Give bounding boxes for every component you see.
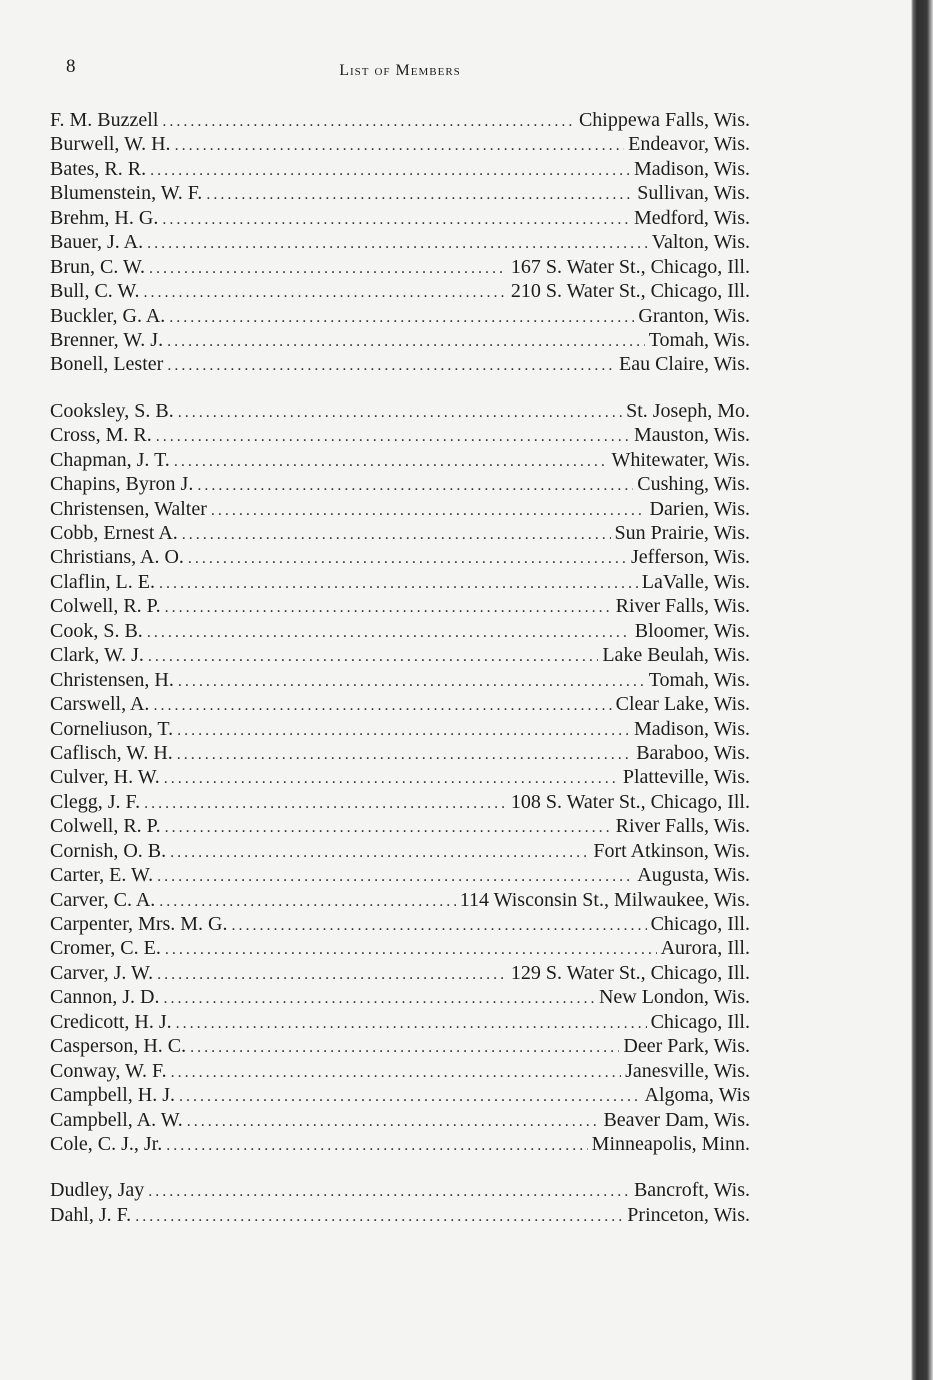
member-entry: [50, 521, 750, 545]
dot-leader: [211, 499, 646, 523]
member-name: Brenner, W. J.: [50, 328, 164, 351]
member-entry: [50, 839, 750, 863]
member-name: Culver, H. W.: [50, 766, 160, 789]
member-entry: [50, 1010, 750, 1034]
dot-leader: [162, 110, 575, 134]
member-entry: [50, 888, 750, 912]
dot-leader: [177, 743, 632, 767]
member-address: River Falls, Wis.: [615, 815, 750, 838]
member-name: Buckler, G. A.: [50, 304, 166, 327]
member-name: Bauer, J. A.: [50, 231, 144, 254]
member-address: Valton, Wis.: [651, 231, 750, 254]
dot-leader: [159, 572, 638, 596]
member-entry: [50, 790, 750, 814]
group-separator: [50, 1156, 750, 1178]
member-name: Colwell, R. P.: [50, 815, 161, 838]
dot-leader: [179, 1085, 641, 1109]
member-address: 114 Wisconsin St., Milwaukee, Wis.: [459, 888, 750, 911]
member-name: Carswell, A.: [50, 693, 150, 716]
dot-leader: [147, 232, 648, 256]
dot-leader: [156, 425, 630, 449]
member-address: Madison, Wis.: [633, 717, 750, 740]
member-address: Cushing, Wis.: [637, 473, 750, 496]
member-address: Minneapolis, Minn.: [591, 1132, 750, 1155]
member-name: Brehm, H. G.: [50, 206, 159, 229]
member-name: Carver, J. W.: [50, 961, 154, 984]
member-entry: [50, 132, 750, 156]
member-entry: [50, 1108, 750, 1132]
member-name: Claflin, L. E.: [50, 570, 155, 593]
dot-leader: [164, 767, 619, 791]
member-entry: [50, 230, 750, 254]
running-head: List of Members: [339, 62, 461, 79]
member-name: Casperson, H. C.: [50, 1035, 187, 1058]
member-address: New London, Wis.: [598, 986, 750, 1009]
member-address: Whitewater, Wis.: [611, 448, 750, 471]
dot-leader: [188, 547, 627, 571]
member-name: Carpenter, Mrs. M. G.: [50, 913, 228, 935]
member-address: Baraboo, Wis.: [636, 741, 750, 764]
member-name: Cornish, O. B.: [50, 839, 167, 862]
dot-leader: [157, 963, 507, 987]
dot-leader: [150, 159, 630, 183]
member-name: Clark, W. J.: [50, 644, 144, 667]
dot-leader: [135, 1205, 623, 1229]
member-entry: [50, 1203, 750, 1227]
dot-leader: [162, 208, 630, 232]
member-address: Lake Beulah, Wis.: [602, 644, 750, 667]
member-name: Caflisch, W. H.: [50, 741, 173, 764]
dot-leader: [232, 914, 647, 938]
member-address: Medford, Wis.: [633, 206, 750, 229]
member-name: Christensen, Walter: [50, 497, 207, 520]
book-spine-edge: [853, 0, 933, 1380]
member-address: Darien, Wis.: [649, 497, 750, 520]
dot-leader: [153, 694, 611, 718]
page-number: 8: [66, 56, 76, 77]
member-entry: [50, 936, 750, 960]
member-address: Deer Park, Wis.: [623, 1035, 750, 1058]
member-address: 167 S. Water St., Chicago, Ill.: [510, 255, 750, 278]
member-address: Princeton, Wis.: [627, 1203, 750, 1226]
member-name: Colwell, R. P.: [50, 595, 161, 618]
member-entry: [50, 1178, 750, 1202]
member-entry: [50, 668, 750, 692]
member-entry: [50, 814, 750, 838]
members-list: [50, 108, 750, 1227]
member-address: Chicago, Ill.: [650, 1010, 750, 1033]
member-address: Clear Lake, Wis.: [615, 693, 750, 716]
member-address: Sullivan, Wis.: [637, 182, 750, 205]
member-entry: [50, 643, 750, 667]
dot-leader: [167, 330, 645, 354]
dot-leader: [167, 354, 615, 378]
member-name: F. M. Buzzell: [50, 109, 159, 131]
dot-leader: [159, 890, 455, 914]
member-address: Sun Prairie, Wis.: [614, 522, 750, 544]
member-name: Dudley, Jay: [50, 1179, 145, 1202]
member-address: St. Joseph, Mo.: [626, 399, 750, 422]
member-entry: [50, 206, 750, 230]
member-entry: [50, 108, 750, 132]
dot-leader: [165, 938, 657, 962]
member-entry: [50, 741, 750, 765]
member-name: Clegg, J. F.: [50, 790, 141, 813]
member-address: Eau Claire, Wis.: [618, 353, 750, 376]
member-address: Chicago, Ill.: [650, 913, 750, 935]
dot-leader: [143, 281, 506, 305]
dot-leader: [165, 596, 612, 620]
dot-leader: [174, 450, 608, 474]
member-address: Augusta, Wis.: [637, 864, 750, 887]
member-name: Corneliuson, T.: [50, 717, 174, 740]
member-name: Bates, R. R.: [50, 157, 147, 180]
member-address: Chippewa Falls, Wis.: [578, 109, 750, 131]
member-address: Algoma, Wis: [644, 1084, 750, 1107]
member-entry: [50, 448, 750, 472]
member-name: Carter, E. W.: [50, 864, 154, 887]
dot-leader: [171, 1061, 622, 1085]
dot-leader: [144, 792, 507, 816]
member-name: Credicott, H. J.: [50, 1010, 172, 1033]
member-address: River Falls, Wis.: [615, 595, 750, 618]
member-address: 210 S. Water St., Chicago, Ill.: [510, 280, 750, 303]
member-name: Campbell, A. W.: [50, 1108, 183, 1131]
member-name: Bull, C. W.: [50, 280, 140, 303]
member-address: 129 S. Water St., Chicago, Ill.: [510, 961, 750, 984]
dot-leader: [175, 134, 625, 158]
member-entry: [50, 985, 750, 1009]
member-name: Cook, S. B.: [50, 619, 143, 642]
dot-leader: [148, 1180, 630, 1204]
member-entry: [50, 1083, 750, 1107]
member-name: Cross, M. R.: [50, 424, 152, 447]
dot-leader: [197, 474, 633, 498]
dot-leader: [187, 1110, 600, 1134]
group-separator: [50, 377, 750, 399]
member-name: Campbell, H. J.: [50, 1084, 175, 1107]
member-entry: [50, 545, 750, 569]
dot-leader: [182, 523, 611, 547]
dot-leader: [148, 645, 598, 669]
dot-leader: [149, 257, 507, 281]
member-name: Cromer, C. E.: [50, 937, 161, 960]
member-entry: [50, 279, 750, 303]
member-address: Tomah, Wis.: [648, 328, 750, 351]
member-address: Madison, Wis.: [633, 157, 750, 180]
member-name: Christians, A. O.: [50, 546, 184, 569]
member-address: Aurora, Ill.: [660, 937, 750, 960]
member-entry: [50, 1034, 750, 1058]
member-entry: [50, 352, 750, 376]
member-name: Cole, C. J., Jr.: [50, 1132, 163, 1155]
member-entry: [50, 399, 750, 423]
member-name: Conway, W. F.: [50, 1059, 167, 1082]
member-address: Janesville, Wis.: [625, 1059, 750, 1082]
member-address: Granton, Wis.: [638, 304, 750, 327]
dot-leader: [206, 183, 633, 207]
member-name: Cooksley, S. B.: [50, 399, 174, 422]
dot-leader: [177, 719, 630, 743]
member-entry: [50, 304, 750, 328]
member-address: Endeavor, Wis.: [628, 133, 750, 156]
member-address: Bancroft, Wis.: [633, 1179, 750, 1202]
dot-leader: [176, 1012, 647, 1036]
dot-leader: [147, 621, 631, 645]
member-entry: [50, 765, 750, 789]
member-entry: [50, 423, 750, 447]
dot-leader: [166, 1134, 587, 1158]
dot-leader: [157, 865, 633, 889]
member-address: 108 S. Water St., Chicago, Ill.: [510, 790, 750, 813]
member-address: Tomah, Wis.: [648, 668, 750, 691]
member-entry: [50, 912, 750, 936]
member-entry: [50, 328, 750, 352]
member-entry: [50, 181, 750, 205]
member-name: Cannon, J. D.: [50, 986, 160, 1009]
member-entry: [50, 157, 750, 181]
dot-leader: [178, 401, 622, 425]
member-entry: [50, 961, 750, 985]
dot-leader: [178, 670, 645, 694]
member-name: Blumenstein, W. F.: [50, 182, 203, 205]
member-address: Jefferson, Wis.: [631, 546, 750, 569]
dot-leader: [165, 816, 612, 840]
member-entry: [50, 255, 750, 279]
member-entry: [50, 497, 750, 521]
member-address: Beaver Dam, Wis.: [603, 1108, 750, 1131]
dot-leader: [190, 1036, 619, 1060]
dot-leader: [163, 987, 595, 1011]
member-name: Burwell, W. H.: [50, 133, 171, 156]
member-name: Chapins, Byron J.: [50, 473, 194, 496]
member-address: Platteville, Wis.: [622, 766, 750, 789]
member-entry: [50, 863, 750, 887]
member-address: LaValle, Wis.: [641, 570, 750, 593]
member-name: Bonell, Lester: [50, 353, 164, 376]
member-entry: [50, 1132, 750, 1156]
member-address: Fort Atkinson, Wis.: [593, 839, 750, 862]
member-address: Bloomer, Wis.: [634, 619, 750, 642]
member-entry: [50, 1059, 750, 1083]
member-name: Carver, C. A.: [50, 888, 156, 911]
dot-leader: [169, 306, 634, 330]
member-entry: [50, 619, 750, 643]
member-entry: [50, 594, 750, 618]
member-entry: [50, 717, 750, 741]
member-entry: [50, 570, 750, 594]
dot-leader: [170, 841, 589, 865]
member-address: Mauston, Wis.: [633, 424, 750, 447]
member-entry: [50, 692, 750, 716]
member-name: Chapman, J. T.: [50, 448, 170, 471]
member-name: Brun, C. W.: [50, 255, 146, 278]
member-name: Christensen, H.: [50, 668, 174, 691]
member-entry: [50, 472, 750, 496]
member-name: Dahl, J. F.: [50, 1203, 132, 1226]
member-name: Cobb, Ernest A.: [50, 522, 178, 544]
